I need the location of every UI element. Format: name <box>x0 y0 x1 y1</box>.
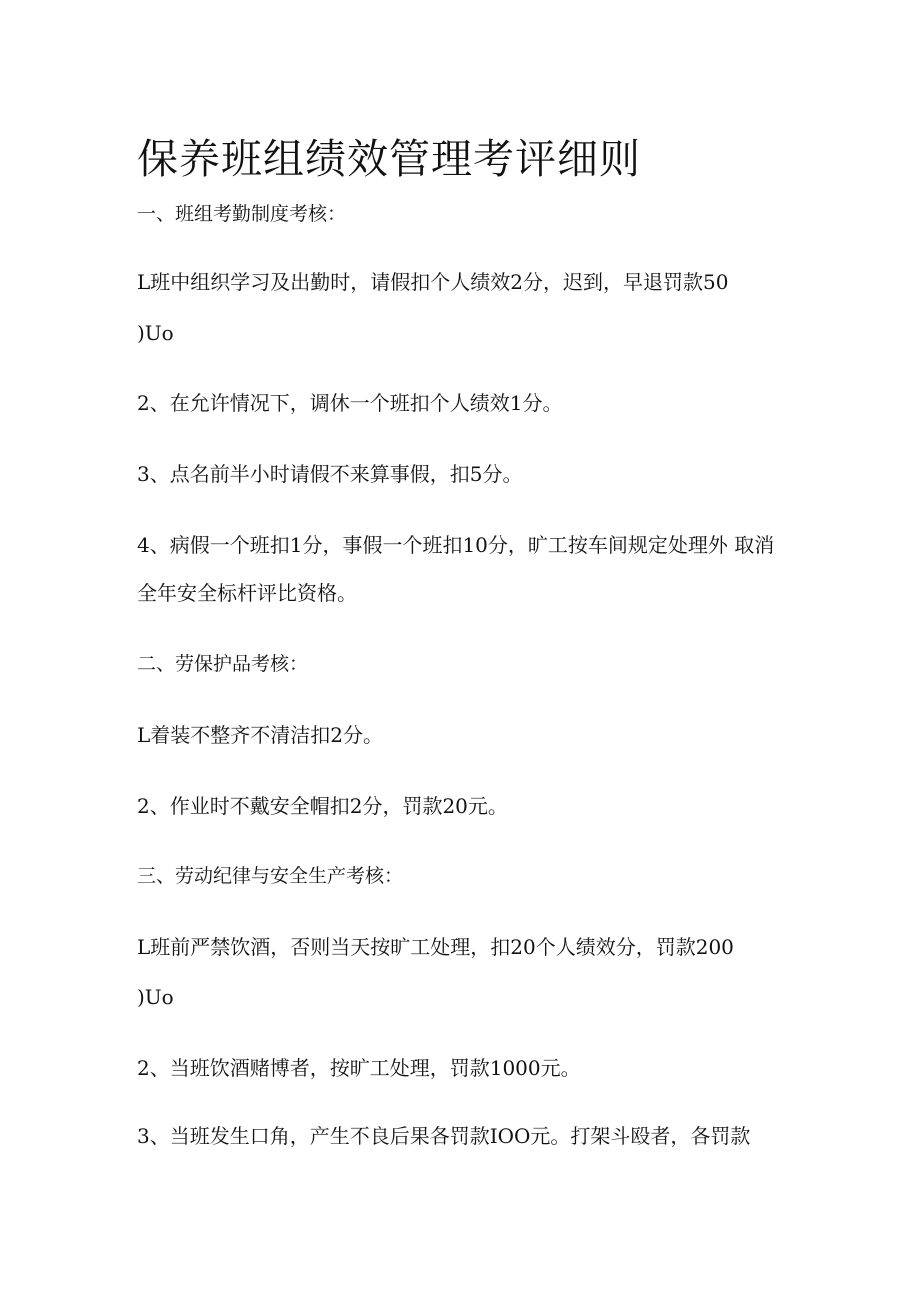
paragraph-line: 4、病假一个班扣1分，事假一个班扣10分，旷工按车间规定处理外 取消 <box>137 533 775 557</box>
section-heading-labor-discipline: 三、劳动纪律与安全生产考核： <box>137 865 404 887</box>
paragraph-line: 3、点名前半小时请假不来算事假，扣5分。 <box>137 462 523 486</box>
paragraph-line: L班中组织学习及出勤时，请假扣个人绩效2分，迟到，早退罚款50 <box>137 270 729 294</box>
paragraph-line: 全年安全标杆评比资格。 <box>137 581 357 605</box>
paragraph-line: 2、在允许情况下，调休一个班扣个人绩效1分。 <box>137 391 563 415</box>
section-heading-protective-gear: 二、劳保护品考核： <box>137 653 309 675</box>
paragraph-line: )Uo <box>137 321 174 345</box>
paragraph-line: L班前严禁饮酒，否则当天按旷工处理，扣20个人绩效分，罚款200 <box>137 935 734 959</box>
paragraph-line: 2、当班饮酒赌博者，按旷工处理，罚款1000元。 <box>137 1056 581 1080</box>
paragraph-line: 2、作业时不戴安全帽扣2分，罚款20元。 <box>137 794 508 818</box>
paragraph-line: 3、当班发生口角，产生不良后果各罚款IOO元。打架斗殴者，各罚款 <box>137 1124 751 1148</box>
paragraph-line: L着装不整齐不清洁扣2分。 <box>137 723 384 747</box>
section-heading-attendance: 一、班组考勤制度考核： <box>137 203 347 225</box>
paragraph-line: )Uo <box>137 985 174 1009</box>
document-title: 保养班组绩效管理考评细则 <box>137 135 641 183</box>
